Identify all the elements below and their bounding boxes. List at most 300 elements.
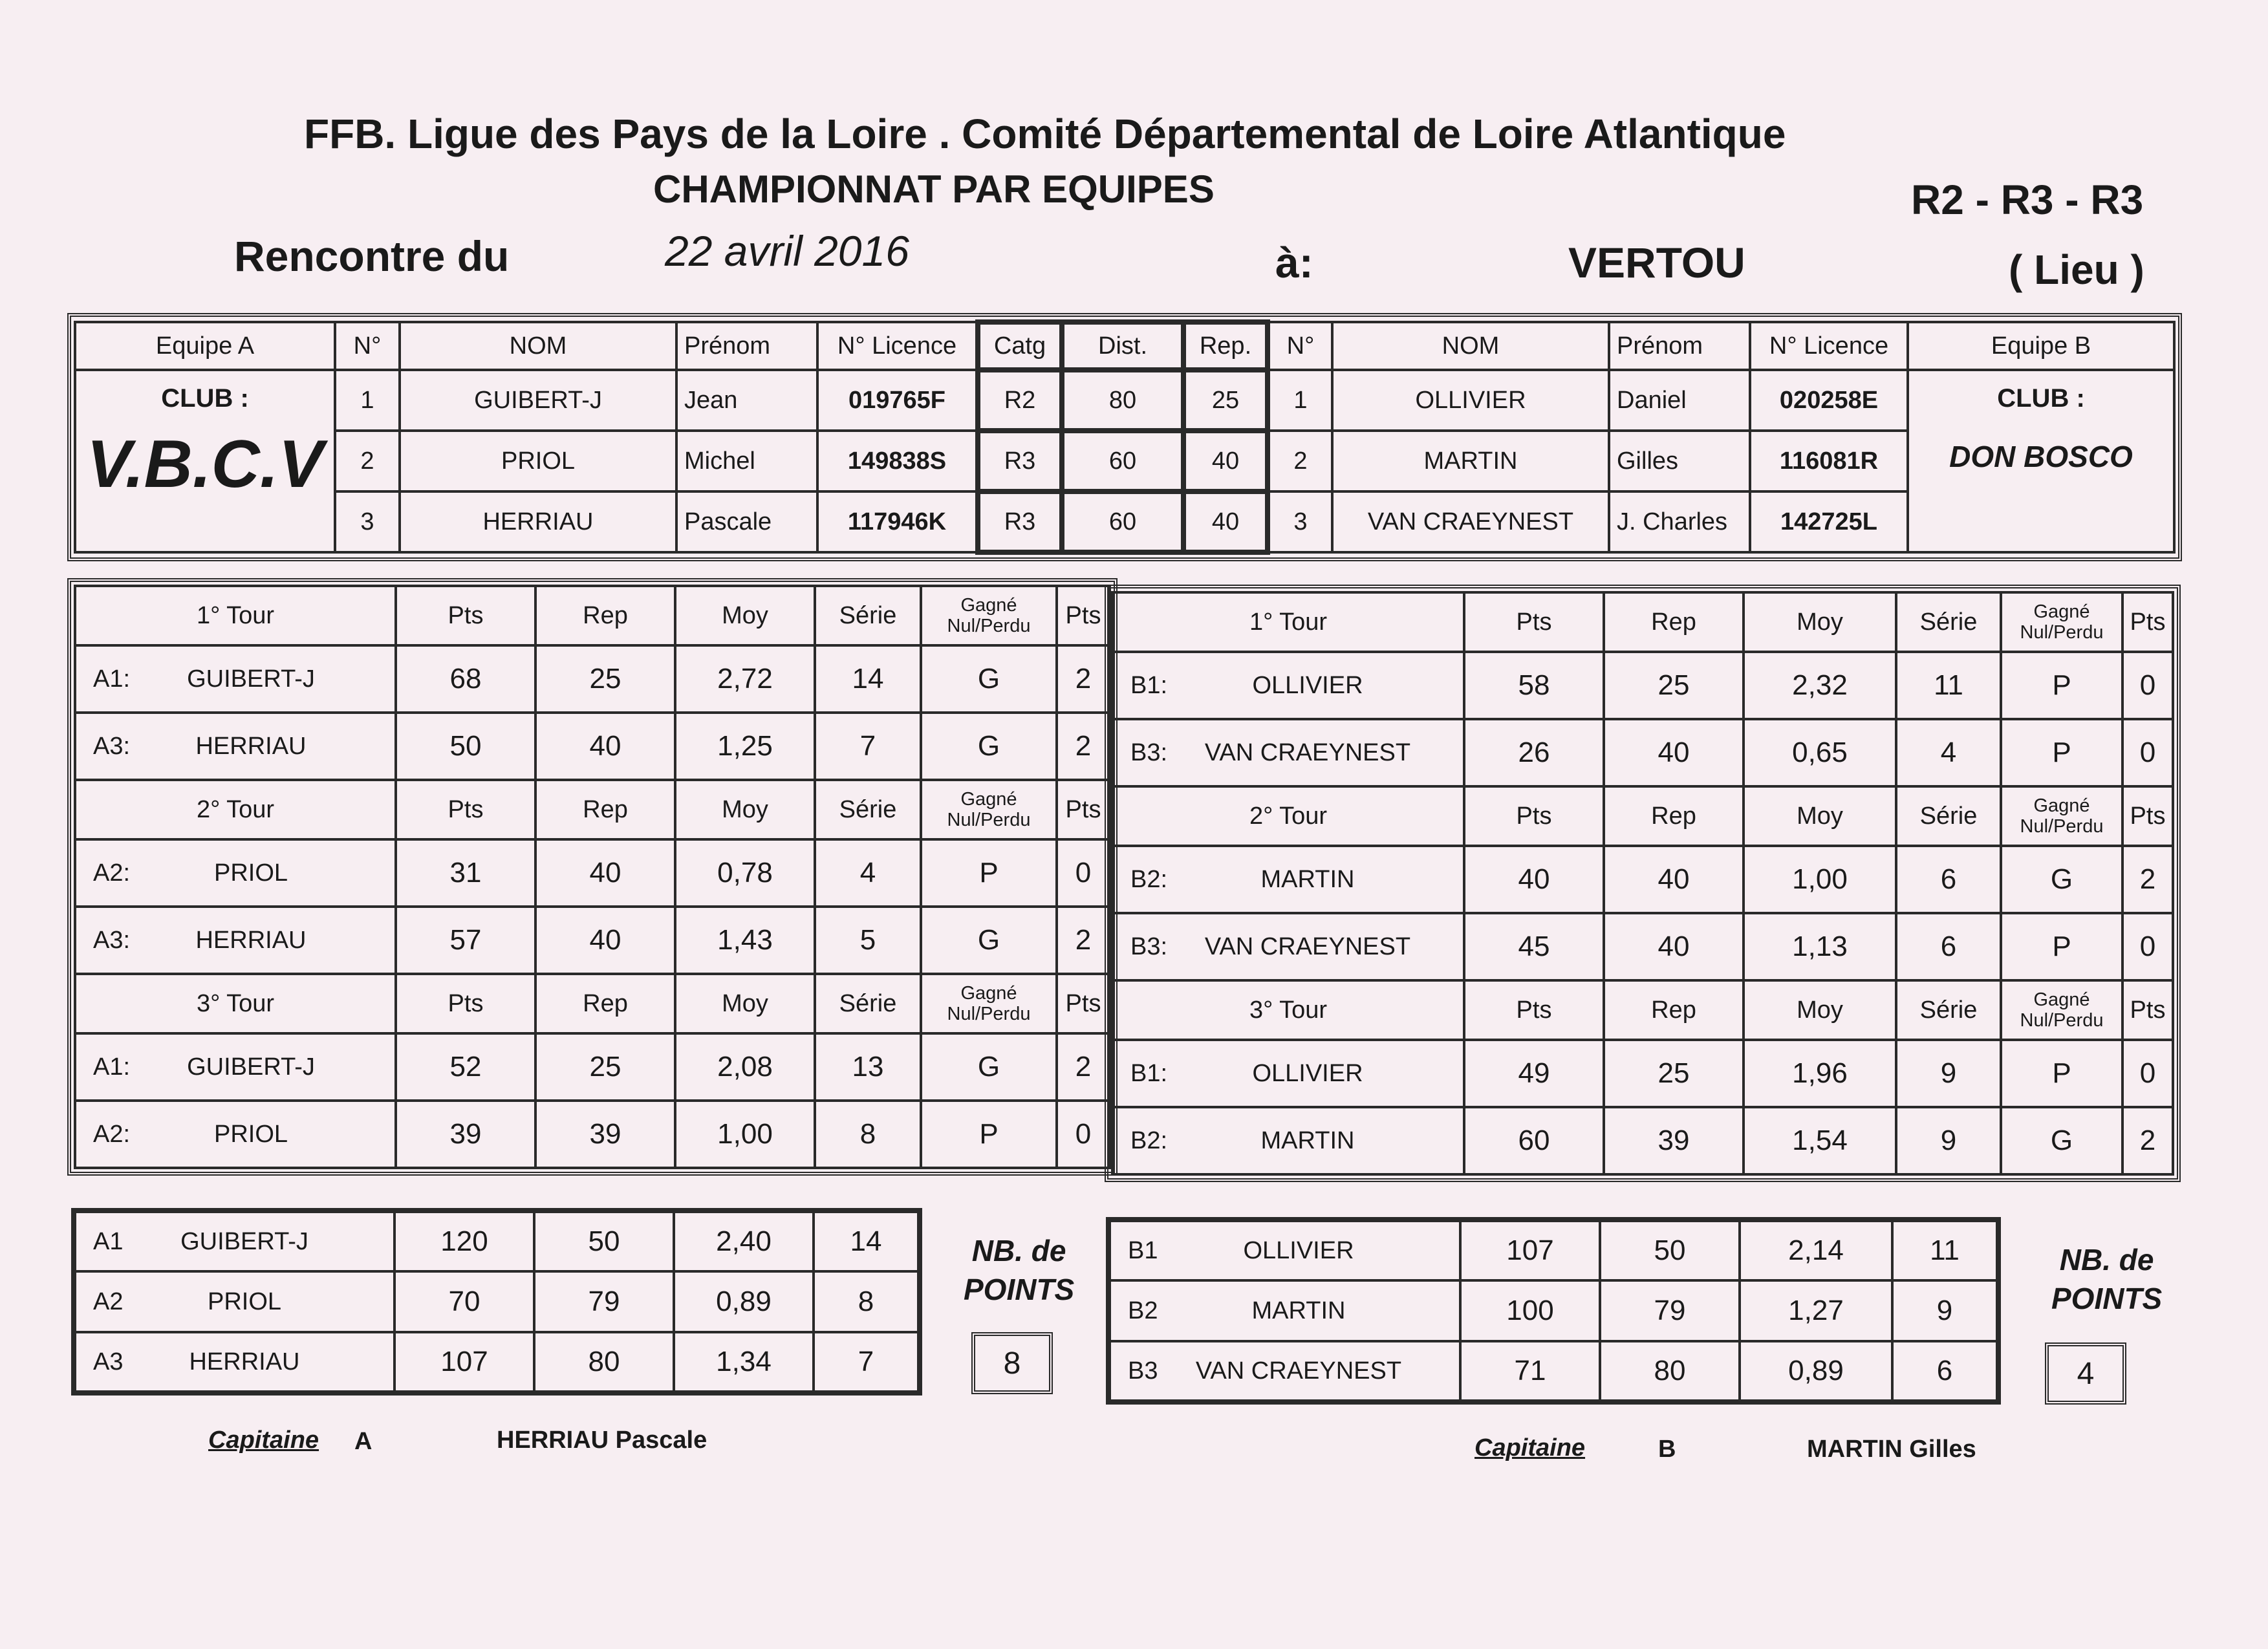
player-result-row (75, 1033, 1110, 1101)
club-b-name: DON BOSCO (1949, 440, 2133, 473)
a-num: 3 (335, 491, 400, 552)
player-id: B2: (1130, 1126, 1168, 1154)
b-licence: 020258E (1750, 370, 1908, 431)
serie: 14 (815, 645, 921, 713)
reprises: 39 (535, 1101, 675, 1168)
player-cell (75, 713, 396, 780)
rencontre-label: Rencontre du (234, 232, 510, 280)
match-points: 0 (2122, 913, 2173, 980)
captain-a-name: HERRIAU Pascale (497, 1427, 707, 1454)
total-points: 100 (1460, 1280, 1600, 1341)
match-points: 2 (2122, 846, 2173, 913)
b-prenom: Gilles (1609, 431, 1750, 491)
result-header-line1: Gagné (960, 595, 1017, 616)
points: 26 (1464, 719, 1604, 786)
reprises: 40 (1604, 719, 1744, 786)
rep: 25 (1183, 370, 1268, 431)
points: 40 (1464, 846, 1604, 913)
result-header-line2: Nul/Perdu (947, 616, 1031, 636)
reprises: 25 (1604, 1040, 1744, 1107)
nb-points-label-a (964, 1231, 1074, 1309)
captain-a-label: Capitaine (208, 1427, 319, 1454)
total-row (1108, 1220, 1998, 1280)
b-nom: OLLIVIER (1332, 370, 1609, 431)
nb-points-label-b (2051, 1240, 2162, 1318)
player-cell (75, 645, 396, 713)
player-id: B2: (1130, 865, 1168, 893)
player-name: HERRIAU (189, 1348, 300, 1375)
tour-label: 2° Tour (1112, 786, 1464, 846)
best-serie: 7 (814, 1332, 920, 1393)
moy-header: Moy (1744, 980, 1896, 1040)
best-serie: 11 (1892, 1220, 1998, 1280)
dist: 60 (1062, 431, 1183, 491)
moy-header: Moy (675, 974, 815, 1033)
tour-label: 1° Tour (1112, 592, 1464, 652)
player-name: VAN CRAEYNEST (1204, 932, 1411, 960)
result: P (2001, 652, 2122, 719)
result: G (921, 645, 1057, 713)
points: 52 (396, 1033, 535, 1101)
match-points: 0 (2122, 719, 2173, 786)
player-id: A2 (93, 1288, 124, 1315)
total-moyenne: 1,34 (674, 1332, 814, 1393)
player-id: B3 (1128, 1357, 1158, 1385)
a-prenom: Pascale (676, 491, 817, 552)
player-id: A3: (93, 732, 131, 760)
match-points: 2 (1057, 907, 1110, 974)
federation-title: FFB. Ligue des Pays de la Loire . Comité Départemental de Loire Atlantique (304, 111, 1786, 157)
serie: 11 (1896, 652, 2001, 719)
club-label: CLUB : (161, 384, 249, 413)
player-cell (1112, 652, 1464, 719)
licence-header: N° Licence (817, 322, 978, 370)
total-moyenne: 0,89 (674, 1271, 814, 1332)
total-moyenne: 2,40 (674, 1211, 814, 1271)
result-header (2001, 786, 2122, 846)
roster-table (74, 319, 2176, 555)
result: G (921, 713, 1057, 780)
result: P (921, 839, 1057, 907)
moyenne: 1,13 (1744, 913, 1896, 980)
player-name: MARTIN (1260, 865, 1355, 893)
serie: 4 (815, 839, 921, 907)
player-id: B1 (1128, 1236, 1158, 1264)
player-name: MARTIN (1251, 1297, 1346, 1324)
catg-header: Catg (978, 322, 1062, 370)
points: 49 (1464, 1040, 1604, 1107)
b-nom: VAN CRAEYNEST (1332, 491, 1609, 552)
moyenne: 1,54 (1744, 1107, 1896, 1174)
serie-header: Série (1896, 980, 2001, 1040)
pts-header: Pts (1464, 592, 1604, 652)
match-points-header: Pts (2122, 592, 2173, 652)
club-label: CLUB : (1997, 384, 2085, 413)
b-prenom: Daniel (1609, 370, 1750, 431)
rep-header: Rep (1604, 786, 1744, 846)
championship-title: CHAMPIONNAT PAR EQUIPES (653, 167, 1215, 211)
rep-header: Rep (535, 780, 675, 839)
total-row (74, 1271, 920, 1332)
dist-header: Dist. (1062, 322, 1183, 370)
rep-header: Rep (535, 974, 675, 1033)
b-nom: MARTIN (1332, 431, 1609, 491)
player-name: VAN CRAEYNEST (1204, 738, 1411, 766)
nb-points-b: 4 (2045, 1342, 2126, 1405)
player-id: A2: (93, 859, 131, 887)
reprises: 40 (1604, 913, 1744, 980)
reprises: 25 (535, 1033, 675, 1101)
player-cell (75, 1033, 396, 1101)
moyenne: 0,65 (1744, 719, 1896, 786)
dist: 60 (1062, 491, 1183, 552)
total-reprises: 79 (1600, 1280, 1740, 1341)
player-result-row (75, 713, 1110, 780)
pts-header: Pts (396, 780, 535, 839)
location: VERTOU (1568, 239, 1745, 286)
result-header (921, 780, 1057, 839)
match-points: 0 (2122, 652, 2173, 719)
result-header (2001, 980, 2122, 1040)
total-row (1108, 1280, 1998, 1341)
player-id: B1: (1130, 671, 1168, 699)
result: P (2001, 1040, 2122, 1107)
player-result-row (75, 1101, 1110, 1168)
result-header-line2: Nul/Perdu (2020, 816, 2104, 837)
results-table-b (1111, 591, 2174, 1176)
player-name: HERRIAU (195, 732, 307, 760)
rep: 40 (1183, 431, 1268, 491)
categories: R2 - R3 - R3 (1911, 177, 2144, 223)
player-id: B3: (1130, 738, 1168, 766)
match-points: 2 (2122, 1107, 2173, 1174)
player-cell (1112, 1107, 1464, 1174)
player-cell (75, 839, 396, 907)
moyenne: 1,43 (675, 907, 815, 974)
reprises: 39 (1604, 1107, 1744, 1174)
best-serie: 14 (814, 1211, 920, 1271)
moyenne: 1,00 (675, 1101, 815, 1168)
player-name: HERRIAU (195, 926, 307, 954)
b-prenom: J. Charles (1609, 491, 1750, 552)
serie-header: Série (1896, 786, 2001, 846)
total-reprises: 79 (534, 1271, 674, 1332)
player-cell (1112, 846, 1464, 913)
player-name: MARTIN (1260, 1126, 1355, 1154)
prenom-header: Prénom (676, 322, 817, 370)
total-moyenne: 1,27 (1740, 1280, 1892, 1341)
b-num: 3 (1268, 491, 1332, 552)
tour-label: 1° Tour (75, 586, 396, 645)
moy-header: Moy (1744, 786, 1896, 846)
tour-header-row (1112, 786, 2173, 846)
player-name: GUIBERT-J (187, 1053, 315, 1081)
total-reprises: 80 (1600, 1341, 1740, 1402)
best-serie: 6 (1892, 1341, 1998, 1402)
tour-label: 3° Tour (75, 974, 396, 1033)
captain-b-label: Capitaine (1474, 1434, 1586, 1461)
total-reprises: 80 (534, 1332, 674, 1393)
b-num: 1 (1268, 370, 1332, 431)
match-points-header: Pts (2122, 786, 2173, 846)
captain-a-letter: A (354, 1428, 373, 1455)
player-result-row (75, 839, 1110, 907)
player-name: PRIOL (213, 859, 288, 887)
moyenne: 1,96 (1744, 1040, 1896, 1107)
tour-header-row (1112, 592, 2173, 652)
player-cell (1112, 913, 1464, 980)
equipe-b-header: Equipe B (1908, 322, 2174, 370)
tour-header-row (75, 586, 1110, 645)
player-cell (74, 1211, 394, 1271)
club-b-cell (1908, 370, 2174, 552)
total-reprises: 50 (1600, 1220, 1740, 1280)
points: 50 (396, 713, 535, 780)
result-header-line2: Nul/Perdu (2020, 1010, 2104, 1031)
total-points: 120 (394, 1211, 534, 1271)
serie: 6 (1896, 913, 2001, 980)
nb-points-a: 8 (971, 1332, 1053, 1394)
points: 45 (1464, 913, 1604, 980)
location-prefix: à: (1275, 239, 1313, 286)
player-id: B2 (1128, 1297, 1158, 1324)
total-points: 70 (394, 1271, 534, 1332)
player-name: OLLIVIER (1243, 1236, 1354, 1264)
nb-label-line1: NB. de (971, 1234, 1066, 1267)
result: P (2001, 913, 2122, 980)
player-result-row (1112, 652, 2173, 719)
serie: 6 (1896, 846, 2001, 913)
reprises: 25 (535, 645, 675, 713)
player-name: PRIOL (207, 1288, 282, 1315)
nb-label-line2: POINTS (964, 1273, 1075, 1306)
result: G (921, 907, 1057, 974)
totals-table-b (1106, 1217, 2001, 1405)
player-cell (1108, 1341, 1460, 1402)
nom-header: NOM (1332, 322, 1609, 370)
tour-header-row (75, 974, 1110, 1033)
prenom-header: Prénom (1609, 322, 1750, 370)
moy-header: Moy (675, 586, 815, 645)
player-id: B3: (1130, 932, 1168, 960)
num-header: N° (1268, 322, 1332, 370)
player-cell (1108, 1220, 1460, 1280)
total-row (74, 1211, 920, 1271)
player-id: A2: (93, 1120, 131, 1148)
nb-label-line1: NB. de (2059, 1243, 2154, 1277)
match-points: 2 (1057, 1033, 1110, 1101)
result-header (2001, 592, 2122, 652)
location-label: ( Lieu ) (2009, 246, 2144, 293)
match-points-header: Pts (2122, 980, 2173, 1040)
total-points: 71 (1460, 1341, 1600, 1402)
moyenne: 2,08 (675, 1033, 815, 1101)
a-nom: HERRIAU (400, 491, 676, 552)
results-table-a (74, 585, 1111, 1169)
serie: 7 (815, 713, 921, 780)
result-header-line1: Gagné (960, 983, 1017, 1004)
result: P (921, 1101, 1057, 1168)
rep: 40 (1183, 491, 1268, 552)
nom-header: NOM (400, 322, 676, 370)
pts-header: Pts (396, 974, 535, 1033)
num-header: N° (335, 322, 400, 370)
rep-header: Rep. (1183, 322, 1268, 370)
points: 60 (1464, 1107, 1604, 1174)
player-id: A3 (93, 1348, 124, 1375)
club-a-cell (75, 370, 335, 552)
reprises: 40 (1604, 846, 1744, 913)
player-result-row (75, 907, 1110, 974)
licence-header: N° Licence (1750, 322, 1908, 370)
result: G (2001, 1107, 2122, 1174)
player-id: B1: (1130, 1059, 1168, 1087)
result: G (2001, 846, 2122, 913)
result-header-line1: Gagné (2033, 989, 2090, 1010)
serie: 13 (815, 1033, 921, 1101)
match-points: 0 (1057, 839, 1110, 907)
reprises: 40 (535, 713, 675, 780)
total-reprises: 50 (534, 1211, 674, 1271)
player-name: OLLIVIER (1252, 671, 1363, 699)
serie: 9 (1896, 1107, 2001, 1174)
result: G (921, 1033, 1057, 1101)
a-nom: PRIOL (400, 431, 676, 491)
tour-header-row (1112, 980, 2173, 1040)
result-header-line2: Nul/Perdu (947, 810, 1031, 830)
result-header (921, 586, 1057, 645)
serie: 8 (815, 1101, 921, 1168)
serie-header: Série (815, 586, 921, 645)
points: 57 (396, 907, 535, 974)
total-row (74, 1332, 920, 1393)
match-points-header: Pts (1057, 586, 1110, 645)
player-name: VAN CRAEYNEST (1195, 1357, 1402, 1385)
match-points: 2 (1057, 713, 1110, 780)
rep-header: Rep (1604, 980, 1744, 1040)
best-serie: 9 (1892, 1280, 1998, 1341)
match-points: 2 (1057, 645, 1110, 713)
b-licence: 142725L (1750, 491, 1908, 552)
a-licence: 149838S (817, 431, 978, 491)
pts-header: Pts (396, 586, 535, 645)
totals-table-a (71, 1208, 922, 1396)
captain-b-name: MARTIN Gilles (1807, 1436, 1976, 1463)
moyenne: 1,25 (675, 713, 815, 780)
total-points: 107 (1460, 1220, 1600, 1280)
rep-header: Rep (535, 586, 675, 645)
dist: 80 (1062, 370, 1183, 431)
player-name: GUIBERT-J (180, 1227, 308, 1255)
serie-header: Série (815, 974, 921, 1033)
player-result-row (1112, 1107, 2173, 1174)
serie-header: Série (1896, 592, 2001, 652)
player-cell (1108, 1280, 1460, 1341)
serie: 5 (815, 907, 921, 974)
serie-header: Série (815, 780, 921, 839)
player-id: A1: (93, 1053, 131, 1081)
result-header-line2: Nul/Perdu (2020, 622, 2104, 643)
points: 68 (396, 645, 535, 713)
player-cell (1112, 719, 1464, 786)
player-id: A1 (93, 1227, 124, 1255)
tour-header-row (75, 780, 1110, 839)
reprises: 40 (535, 907, 675, 974)
a-prenom: Jean (676, 370, 817, 431)
pts-header: Pts (1464, 980, 1604, 1040)
result-header-line1: Gagné (2033, 795, 2090, 816)
points: 58 (1464, 652, 1604, 719)
player-result-row (1112, 913, 2173, 980)
player-name: PRIOL (213, 1120, 288, 1148)
catg: R3 (978, 431, 1062, 491)
a-licence: 019765F (817, 370, 978, 431)
match-date: 22 avril 2016 (665, 227, 909, 275)
serie: 9 (1896, 1040, 2001, 1107)
player-result-row (1112, 1040, 2173, 1107)
player-cell (1112, 1040, 1464, 1107)
reprises: 25 (1604, 652, 1744, 719)
rep-header: Rep (1604, 592, 1744, 652)
result-header (921, 974, 1057, 1033)
total-moyenne: 0,89 (1740, 1341, 1892, 1402)
captain-b-letter: B (1658, 1436, 1676, 1463)
player-cell (74, 1332, 394, 1393)
player-name: OLLIVIER (1252, 1059, 1363, 1087)
catg: R3 (978, 491, 1062, 552)
tour-label: 3° Tour (1112, 980, 1464, 1040)
result-header-line1: Gagné (960, 789, 1017, 810)
best-serie: 8 (814, 1271, 920, 1332)
a-nom: GUIBERT-J (400, 370, 676, 431)
player-result-row (1112, 719, 2173, 786)
moyenne: 2,72 (675, 645, 815, 713)
total-row (1108, 1341, 1998, 1402)
result-header-line2: Nul/Perdu (947, 1004, 1031, 1024)
match-points: 0 (1057, 1101, 1110, 1168)
player-id: A3: (93, 926, 131, 954)
total-moyenne: 2,14 (1740, 1220, 1892, 1280)
moy-header: Moy (1744, 592, 1896, 652)
result-header-line1: Gagné (2033, 601, 2090, 622)
match-points: 0 (2122, 1040, 2173, 1107)
tour-label: 2° Tour (75, 780, 396, 839)
player-name: GUIBERT-J (187, 665, 315, 693)
catg: R2 (978, 370, 1062, 431)
match-points-header: Pts (1057, 974, 1110, 1033)
moy-header: Moy (675, 780, 815, 839)
player-id: A1: (93, 665, 131, 693)
player-result-row (1112, 846, 2173, 913)
player-cell (75, 1101, 396, 1168)
b-licence: 116081R (1750, 431, 1908, 491)
moyenne: 2,32 (1744, 652, 1896, 719)
pts-header: Pts (1464, 786, 1604, 846)
points: 39 (396, 1101, 535, 1168)
club-a-name: V.B.C.V (86, 427, 324, 502)
nb-label-line2: POINTS (2051, 1282, 2163, 1315)
a-prenom: Michel (676, 431, 817, 491)
result: P (2001, 719, 2122, 786)
equipe-a-header: Equipe A (75, 322, 335, 370)
moyenne: 0,78 (675, 839, 815, 907)
a-num: 1 (335, 370, 400, 431)
reprises: 40 (535, 839, 675, 907)
serie: 4 (1896, 719, 2001, 786)
points: 31 (396, 839, 535, 907)
moyenne: 1,00 (1744, 846, 1896, 913)
match-points-header: Pts (1057, 780, 1110, 839)
